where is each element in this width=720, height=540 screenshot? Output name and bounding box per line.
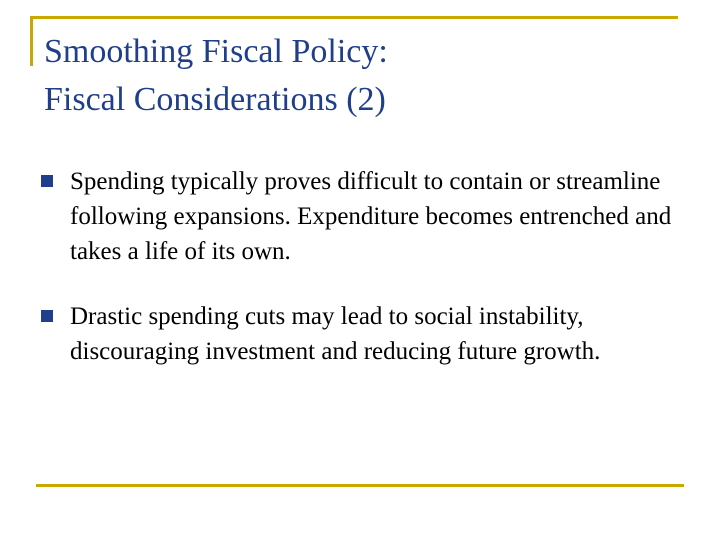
bullet-text: Spending typically proves difficult to contain or streamline following expansions. Expenditure becomes entrenched and takes a life of its own. bbox=[70, 168, 672, 265]
bullet-list bbox=[40, 164, 680, 399]
slide-title bbox=[44, 28, 684, 124]
bottom-accent-rule bbox=[36, 484, 684, 487]
bullet-item bbox=[40, 164, 680, 269]
slide-title-line-2: Fiscal Considerations (2) bbox=[44, 81, 386, 118]
slide-title-line-1: Smoothing Fiscal Policy: bbox=[44, 33, 388, 70]
square-bullet-icon bbox=[41, 175, 53, 187]
square-bullet-icon bbox=[41, 310, 53, 322]
bullet-text: Drastic spending cuts may lead to social instability, discouraging investment and reducing future growth. bbox=[70, 303, 601, 365]
bullet-item bbox=[40, 299, 680, 369]
top-accent-rule bbox=[30, 16, 678, 19]
left-accent-rule bbox=[30, 16, 33, 66]
